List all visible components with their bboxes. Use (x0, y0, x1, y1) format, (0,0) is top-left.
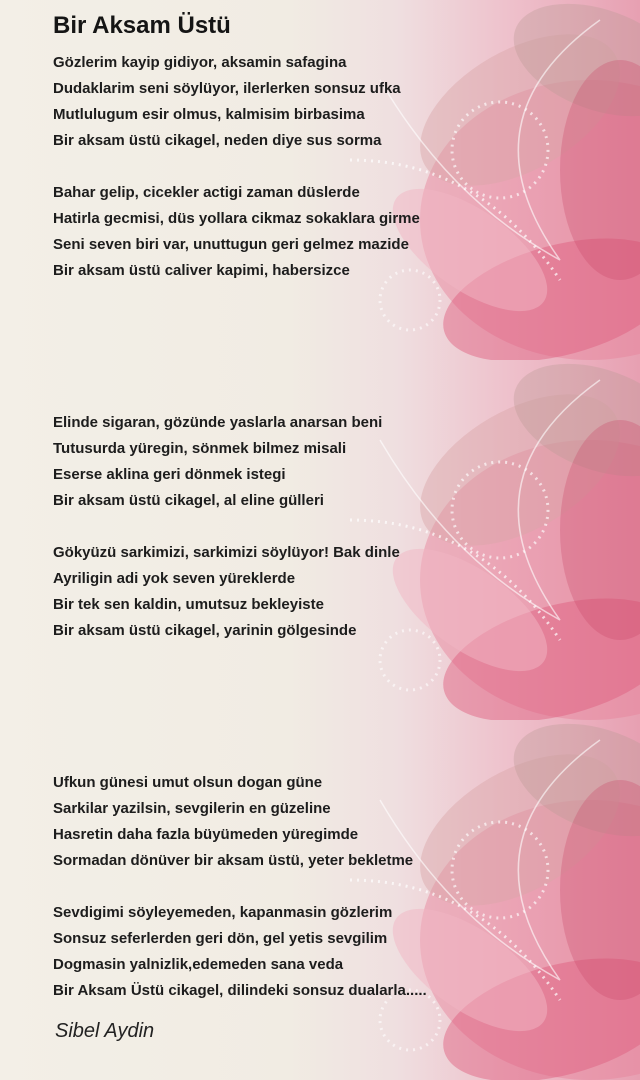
poem-line: Ufkun günesi umut olsun dogan güne (53, 774, 323, 791)
poem-line: Bir aksam üstü cikagel, neden diye sus sorma (53, 132, 382, 149)
poem-line: Hatirla gecmisi, düs yollara cikmaz sokaklara girme (53, 210, 420, 227)
poem-line: Gökyüzü sarkimizi, sarkimizi söylüyor! Bak dinle (53, 544, 400, 561)
poem-line: Hasretin daha fazla büyümeden yüregimde (53, 826, 359, 843)
poem-line: Seni seven biri var, unuttugun geri gelmez mazide (53, 236, 409, 253)
poem-line: Mutlulugum esir olmus, kalmisim birbasima (53, 106, 365, 123)
poem-stanza (53, 50, 401, 154)
poem-line: Eserse aklina geri dönmek istegi (53, 466, 286, 483)
poem-line: Sevdigimi söyleyemeden, kapanmasin gözlerim (53, 904, 393, 921)
poem-line: Dogmasin yalnizlik,edemeden sana veda (53, 956, 344, 973)
poem-line: Bir Aksam Üstü cikagel, dilindeki sonsuz dualarla..... (53, 982, 427, 999)
poem-stanza (53, 410, 382, 514)
poem-line: Sonsuz seferlerden geri dön, gel yetis sevgilim (53, 930, 388, 947)
poem-line: Bir tek sen kaldin, umutsuz bekleyiste (53, 596, 324, 613)
poem-line: Bir aksam üstü cikagel, al eline gülleri (53, 492, 324, 509)
poem-stanza (53, 540, 400, 644)
poem-stanza (53, 770, 413, 874)
poem-author: Sibel Aydin (55, 1020, 155, 1042)
poem-line: Sormadan dönüver bir aksam üstü, yeter bekletme (53, 852, 414, 869)
poem-stanza (53, 900, 427, 1004)
poem-line: Bir aksam üstü cikagel, yarinin gölgesinde (53, 622, 357, 639)
poem-line: Bir aksam üstü caliver kapimi, habersizce (53, 262, 350, 279)
poem-stanza (53, 180, 420, 284)
poem-line: Tutusurda yüregin, sönmek bilmez misali (53, 440, 347, 457)
poem-line: Gözlerim kayip gidiyor, aksamin safagina (53, 54, 347, 71)
poem-line: Bahar gelip, cicekler actigi zaman düslerde (53, 184, 360, 201)
poem-line: Elinde sigaran, gözünde yaslarla anarsan beni (53, 414, 383, 431)
poem-line: Ayriligin adi yok seven yüreklerde (53, 570, 296, 587)
poem-line: Dudaklarim seni söylüyor, ilerlerken sonsuz ufka (53, 80, 401, 97)
poem-line: Sarkilar yazilsin, sevgilerin en güzeline (53, 800, 331, 817)
poem-title: Bir Aksam Üstü (53, 12, 231, 39)
